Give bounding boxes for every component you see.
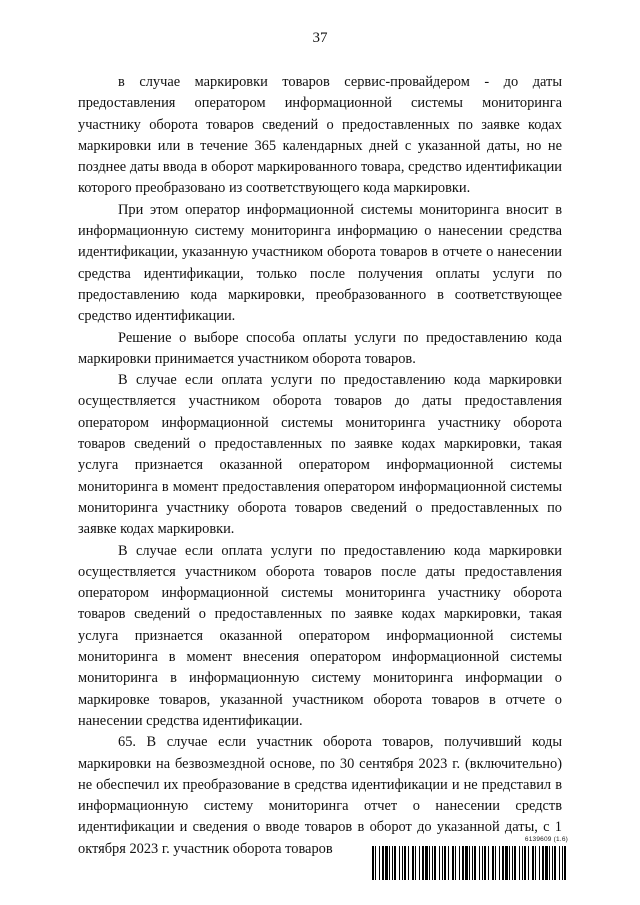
barcode-bar bbox=[482, 846, 483, 880]
barcode-bar bbox=[514, 846, 516, 880]
barcode-bar bbox=[535, 846, 536, 880]
barcode-image bbox=[372, 846, 568, 880]
barcode-block bbox=[372, 836, 568, 882]
barcode-bar bbox=[472, 846, 473, 880]
barcode-bar bbox=[379, 846, 380, 880]
barcode-bar bbox=[484, 846, 486, 880]
barcode-bar bbox=[382, 846, 384, 880]
barcode-bar bbox=[505, 846, 508, 880]
barcode-bar bbox=[499, 846, 500, 880]
barcode-bar bbox=[545, 846, 548, 880]
barcode-bar bbox=[439, 846, 440, 880]
barcode-bar bbox=[434, 846, 436, 880]
barcode-bar bbox=[415, 846, 416, 880]
barcode-bar bbox=[512, 846, 513, 880]
barcode-bar bbox=[459, 846, 460, 880]
barcode-bar bbox=[559, 846, 560, 880]
barcode-bar bbox=[425, 846, 428, 880]
barcode-bar bbox=[502, 846, 504, 880]
paragraph: В случае если оплата услуги по предоставлению кода маркировки осуществляется участником оборота товаров после даты предоставления оператором информационной системы мониторинга участнику оборота товаров сведений о предоставленных по заявке кодах маркировки, такая услуга признается оказанной оператором информационной системы мониторинга в момент внесения оператором информационной системы мониторинга в информационную систему мониторинга информации о маркировке товаров, указанной участником оборота товаров в отчете о нанесении средства идентификации. bbox=[78, 542, 562, 729]
barcode-bar bbox=[375, 846, 376, 880]
barcode-code: 6139609 (1.6) bbox=[524, 836, 568, 843]
barcode-bar bbox=[522, 846, 523, 880]
barcode-bar bbox=[402, 846, 403, 880]
paragraph: Решение о выборе способа оплаты услуги по предоставлению кода маркировки принимается участником оборота товаров. bbox=[78, 329, 562, 367]
barcode-bar bbox=[419, 846, 420, 880]
barcode-bar bbox=[524, 846, 526, 880]
barcode-bar bbox=[392, 846, 393, 880]
barcode-bar bbox=[465, 846, 468, 880]
barcode-bar bbox=[469, 846, 470, 880]
barcode-bar bbox=[429, 846, 430, 880]
barcode-bar bbox=[422, 846, 424, 880]
barcode-bar bbox=[528, 846, 529, 880]
barcode-bar bbox=[509, 846, 510, 880]
barcode-bar bbox=[432, 846, 433, 880]
barcode-bar bbox=[444, 846, 446, 880]
barcode-bar bbox=[549, 846, 550, 880]
barcode-bar bbox=[389, 846, 390, 880]
barcode-bar bbox=[412, 846, 414, 880]
barcode-bar bbox=[562, 846, 563, 880]
barcode-bar bbox=[492, 846, 494, 880]
paragraph: 65. В случае если участник оборота товаров, получивший коды маркировки на безвозмездной основе, по 30 сентября 2023 г. (включительно) не обеспечил их преобразование в средства идентификации и не представил в информационную систему мониторинга отчет о нанесении средств идентификации и сведения о вводе товаров в оборот до указанной даты, с 1 октября 2023 г. участник оборота товаров bbox=[78, 734, 562, 857]
paragraph: При этом оператор информационной системы мониторинга вносит в информационную систему мониторинга информацию о нанесении средства идентификации, указанную участником оборота товаров в отчете о нанесении средства идентификации, только после получения оплаты услуги по предоставлению кода маркировки, преобразованного в соответствующее средство идентификации. bbox=[78, 201, 562, 325]
barcode-bar bbox=[564, 846, 566, 880]
barcode-bar bbox=[452, 846, 454, 880]
barcode-bar bbox=[542, 846, 544, 880]
barcode-bar bbox=[552, 846, 553, 880]
barcode-bar bbox=[404, 846, 406, 880]
paragraph: в случае маркировки товаров сервис-провайдером - до даты предоставления оператором информационной системы мониторинга участнику оборота товаров сведений о предоставленных по заявке кодах маркировки или в течение 365 календарных дней с указанной даты, но не позднее даты ввода в оборот маркированного товара, средство идентификации которого преобразовано из соответствующего кода маркировки. bbox=[78, 74, 562, 197]
barcode-bar bbox=[385, 846, 388, 880]
barcode-bar bbox=[488, 846, 489, 880]
page-number: 37 bbox=[312, 30, 328, 46]
barcode-bar bbox=[462, 846, 464, 880]
barcode-bar bbox=[479, 846, 480, 880]
body-text bbox=[78, 72, 562, 860]
barcode-bar bbox=[394, 846, 396, 880]
barcode-bar bbox=[448, 846, 449, 880]
paragraph: В случае если оплата услуги по предоставлению кода маркировки осуществляется участником оборота товаров до даты предоставления оператором информационной системы мониторинга участнику оборота товаров сведений о предоставленных по заявке кодах маркировки, такая услуга признается оказанной оператором информационной системы мониторинга в момент предоставления оператором информационной системы мониторинга участнику оборота товаров сведений о предоставленных по заявке кодах маркировки. bbox=[78, 372, 562, 538]
barcode-bar bbox=[532, 846, 534, 880]
barcode-bar bbox=[519, 846, 520, 880]
barcode-bar bbox=[399, 846, 400, 880]
barcode-bar bbox=[442, 846, 443, 880]
barcode-bar bbox=[495, 846, 496, 880]
barcode-bar bbox=[455, 846, 456, 880]
barcode-bar bbox=[474, 846, 476, 880]
barcode-bar bbox=[408, 846, 409, 880]
barcode-bar bbox=[554, 846, 556, 880]
barcode-bar bbox=[372, 846, 374, 880]
barcode-bar bbox=[539, 846, 540, 880]
